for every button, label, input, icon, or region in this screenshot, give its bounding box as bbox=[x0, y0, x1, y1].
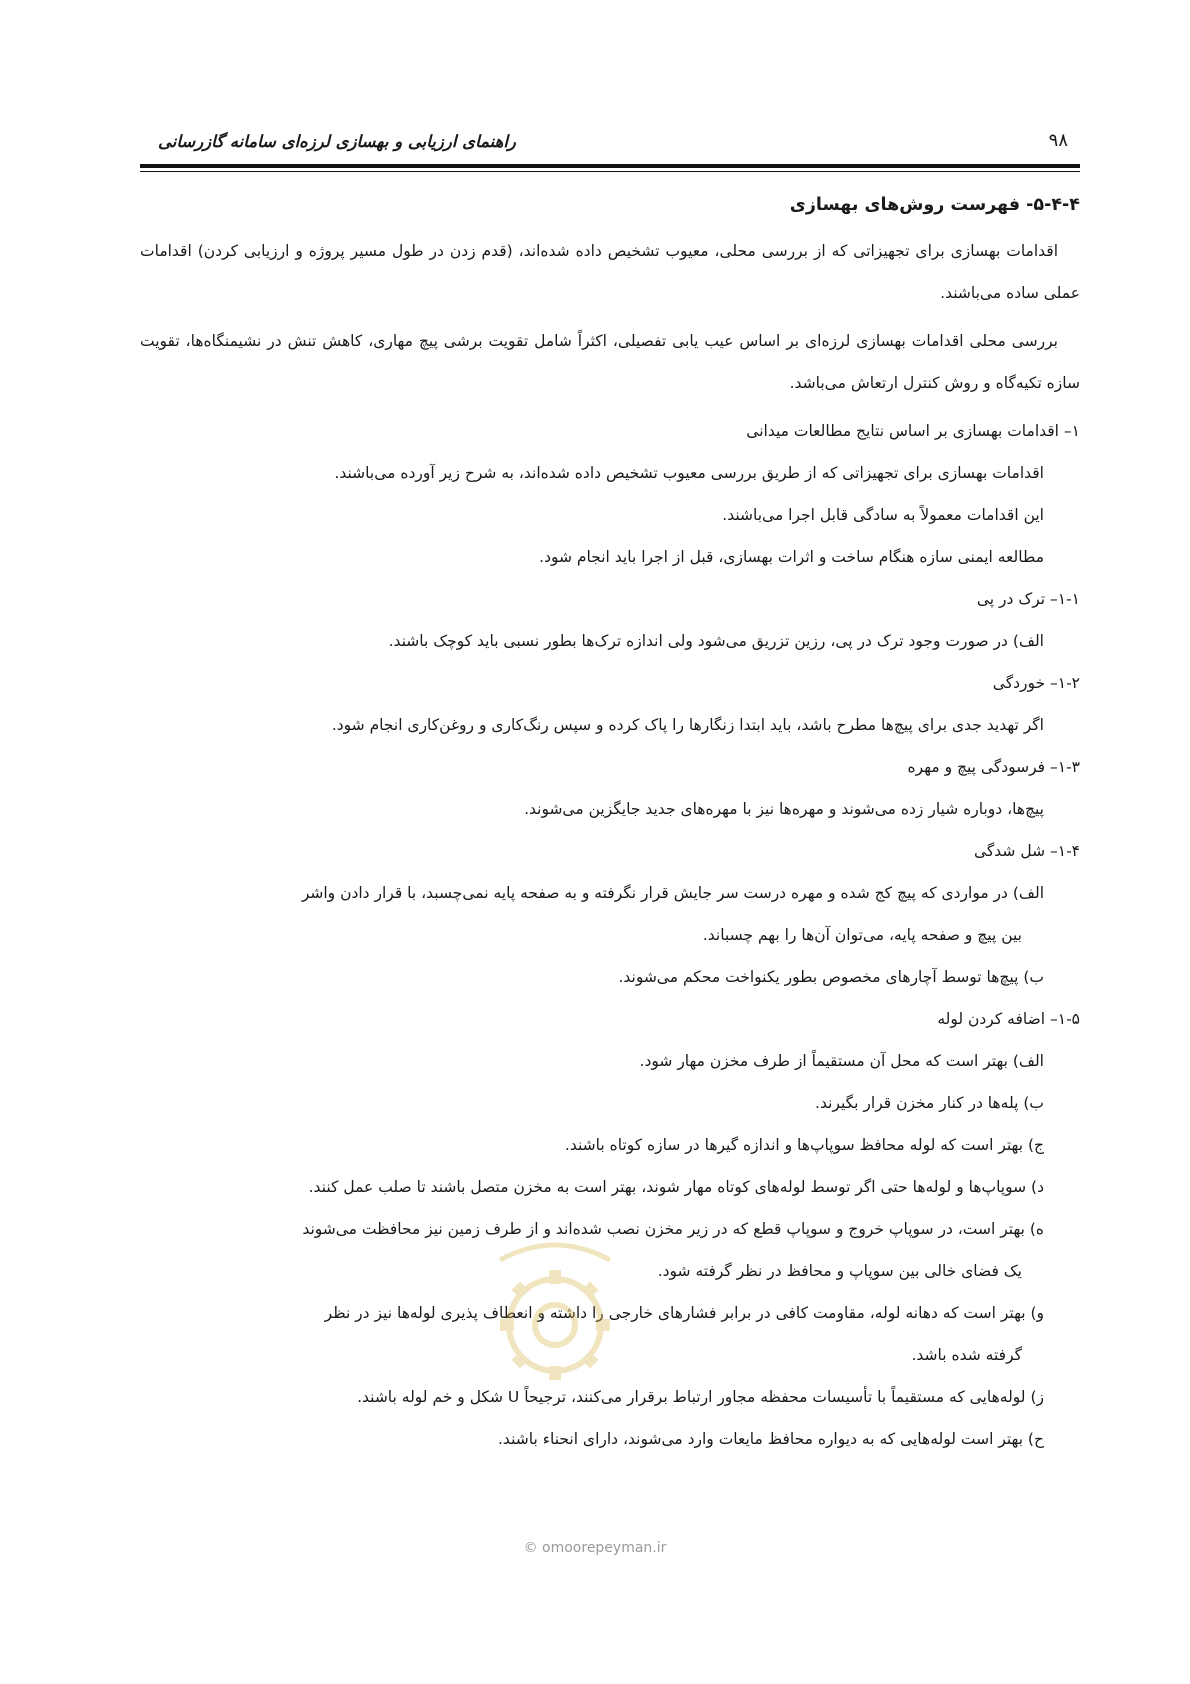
sub3-line-1: پیچ‌ها، دوباره شیار زده می‌شوند و مهره‌ها نیز با مهره‌های جدید جایگزین می‌شوند. bbox=[524, 800, 1044, 818]
sub2-title: ۱-۲– خوردگی bbox=[992, 674, 1080, 692]
sub5-title: ۱-۵– اضافه کردن لوله bbox=[937, 1010, 1080, 1028]
section-heading: ۵-۴-۴- فهرست روش‌های بهسازی bbox=[789, 195, 1080, 215]
paragraph-2: بررسی محلی اقدامات بهسازی لرزه‌ای بر اساس عیب یابی تفصیلی، اکثراً شامل تقویت برشی پیچ مهاری، کاهش تنش در نشیمنگاه‌ها، تقویت سازه تکیه‌گاه و روش کنترل ارتعاش می‌باشد. bbox=[140, 332, 1080, 392]
sub4-a-line-2: بین پیچ و صفحه پایه، می‌توان آن‌ها را بهم چسباند. bbox=[702, 926, 1022, 944]
sub2-line-1: اگر تهدید جدی برای پیچ‌ها مطرح باشد، باید ابتدا زنگارها را پاک کرده و سپس رنگ‌کاری و روغن‌کاری انجام شود. bbox=[331, 716, 1044, 734]
item1-title: ۱– اقدامات بهسازی بر اساس نتایج مطالعات میدانی bbox=[746, 422, 1080, 440]
sub5-he-line-1: ه) بهتر است، در سوپاپ خروج و سوپاپ قطع که در زیر مخزن نصب شده‌اند و از طرف زمین نیز محافظت می‌شوند bbox=[302, 1220, 1044, 1238]
header-rule-thin bbox=[140, 171, 1080, 172]
gear-logo-watermark-icon bbox=[470, 1230, 640, 1400]
sub4-a-line-1: الف) در مواردی که پیچ کج شده و مهره درست سر جایش قرار نگرفته و به صفحه پایه نمی‌چسبد، با قرار دادن واشر bbox=[301, 884, 1044, 902]
running-header bbox=[140, 126, 1080, 170]
sub5-vav-line-1: و) بهتر است که دهانه لوله، مقاومت کافی در برابر فشارهای خارجی را داشته و انعطاف پذیری لوله‌ها نیز در نظر bbox=[324, 1304, 1044, 1322]
sub3-title: ۱-۳– فرسودگی پیچ و مهره bbox=[907, 758, 1080, 776]
header-rule-thick bbox=[140, 164, 1080, 168]
footer-url-text: omoorepeyman.ir bbox=[542, 1540, 667, 1556]
copyright-icon: © bbox=[523, 1540, 538, 1556]
paragraph-1: اقدامات بهسازی برای تجهیزاتی که از بررسی محلی، معیوب تشخیص داده شده‌اند، (قدم زدن در طول مسیر پروژه و ارزیابی کردن) اقدامات عملی ساده می‌باشند. bbox=[140, 242, 1080, 302]
page-number: ۹۸ bbox=[1048, 130, 1068, 151]
sub5-dal: د) سوپاپ‌ها و لوله‌ها حتی اگر توسط لوله‌های کوتاه مهار شوند، بهتر است به مخزن متصل باشند تا صلب عمل کنند. bbox=[308, 1178, 1044, 1196]
sub5-vav-line-2: گرفته شده باشد. bbox=[911, 1346, 1022, 1364]
sub1-line-1: الف) در صورت وجود ترک در پی، رزین تزریق می‌شود ولی اندازه ترک‌ها بطور نسبی باید کوچک باشند. bbox=[388, 632, 1044, 650]
item1-line-2: این اقدامات معمولاً به سادگی قابل اجرا می‌باشند. bbox=[722, 506, 1044, 524]
footer-url bbox=[0, 1540, 1190, 1556]
item1-line-3: مطالعه ایمنی سازه هنگام ساخت و اثرات بهسازی، قبل از اجرا باید انجام شود. bbox=[539, 548, 1044, 566]
sub5-he2: ح) بهتر است لوله‌هایی که به دیواره محافظ مایعات وارد می‌شوند، دارای انحناء باشند. bbox=[498, 1430, 1044, 1448]
sub4-title: ۱-۴– شل شدگی bbox=[973, 842, 1080, 860]
item1-line-1: اقدامات بهسازی برای تجهیزاتی که از طریق بررسی معیوب تشخیص داده شده‌اند، به شرح زیر آورده می‌باشند. bbox=[334, 464, 1044, 482]
sub4-b: ب) پیچ‌ها توسط آچارهای مخصوص بطور یکنواخت محکم می‌شوند. bbox=[618, 968, 1044, 986]
header-title: راهنمای ارزیابی و بهسازی لرزه‌ای سامانه گازرسانی bbox=[158, 132, 516, 151]
sub1-title: ۱-۱– ترک در پی bbox=[976, 590, 1080, 608]
sub5-jim: ج) بهتر است که لوله محافظ سوپاپ‌ها و اندازه گیرها در سازه کوتاه باشند. bbox=[564, 1136, 1044, 1154]
sub5-be: ب) پله‌ها در کنار مخزن قرار بگیرند. bbox=[815, 1094, 1044, 1112]
sub5-he-line-2: یک فضای خالی بین سوپاپ و محافظ در نظر گرفته شود. bbox=[657, 1262, 1022, 1280]
sub5-ze: ز) لوله‌هایی که مستقیماً با تأسیسات محفظه مجاور ارتباط برقرار می‌کنند، ترجیحاً U شکل و خم لوله باشند. bbox=[357, 1388, 1044, 1406]
sub5-alef: الف) بهتر است که محل آن مستقیماً از طرف مخزن مهار شود. bbox=[639, 1052, 1044, 1070]
